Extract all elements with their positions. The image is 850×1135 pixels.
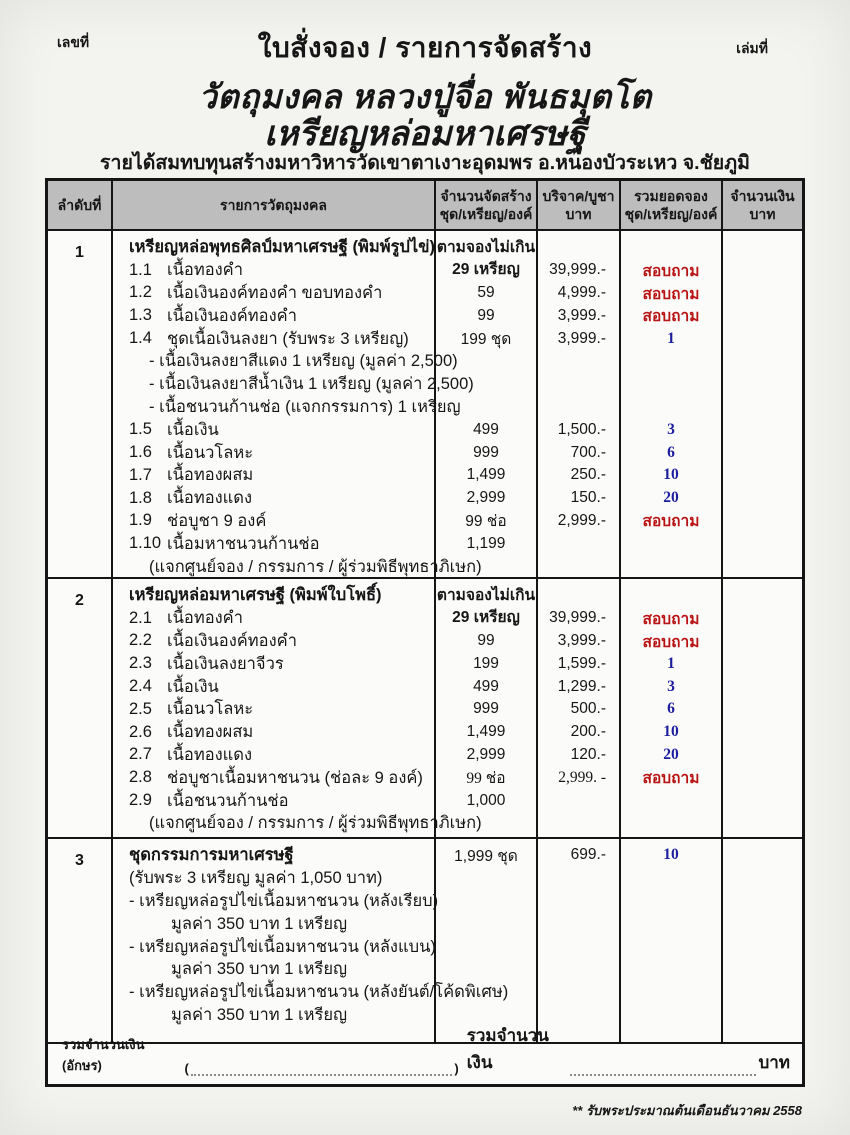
price-cell (538, 981, 619, 1004)
amount-cell (723, 584, 802, 607)
column-amount (723, 231, 802, 577)
orders-cell: 1 (667, 329, 675, 347)
header-qty-made-line1: จำนวนจัดสร้าง (440, 187, 532, 204)
item-line (113, 698, 434, 721)
page-subtitle-3: รายได้สมทบทุนสร้างมหาวิหารวัดเขาตาเงาะอุดมพร อ.หนองบัวระเหว จ.ชัยภูมิ (100, 152, 750, 174)
column-qty-made (436, 839, 538, 1042)
item-text: เนื้อทองคำ (167, 609, 243, 628)
item-text: ช่อบูชา 9 องค์ (167, 511, 267, 530)
item-line (113, 510, 434, 533)
qty-made-cell (436, 396, 536, 419)
item-line (113, 789, 434, 812)
price-cell: 3,999.- (557, 329, 606, 347)
orders-cell (621, 350, 721, 373)
item-number: 2.1 (129, 608, 152, 627)
amount-cell (723, 532, 802, 555)
price-cell (538, 350, 619, 373)
price-cell (538, 789, 619, 812)
item-text: ชุดกรรมการมหาเศรษฐี (129, 846, 294, 865)
item-number: 1.10 (129, 534, 162, 553)
item-line (113, 259, 434, 282)
header-price-line2: บาท (565, 206, 592, 222)
header-total-orders (621, 181, 723, 229)
qty-made-cell: 499 (473, 677, 499, 695)
amount-cell (723, 981, 802, 1004)
column-price (538, 231, 621, 577)
item-text: เนื้อชนวนก้านช่อ (167, 791, 289, 810)
item-line (113, 1004, 434, 1027)
qty-made-cell (436, 350, 536, 373)
amount-cell (723, 652, 802, 675)
qty-made-cell: 1,999 ชุด (454, 847, 518, 865)
item-text: เหรียญหล่อมหาเศรษฐี (พิมพ์ใบโพธิ์) (129, 586, 382, 605)
qty-made-cell: 999 (473, 443, 499, 461)
amount-cell (723, 812, 802, 835)
amount-cell (723, 912, 802, 935)
item-text: มูลค่า 350 บาท 1 เหรียญ (171, 960, 348, 979)
column-section-number (48, 579, 113, 837)
orders-cell: 1 (667, 654, 675, 672)
section-number: 1 (75, 244, 84, 261)
qty-made-cell: 99 (477, 631, 495, 649)
item-text: เนื้อนวโลหะ (167, 443, 254, 462)
qty-made-cell (436, 935, 536, 958)
item-line (113, 555, 482, 578)
amount-cell (723, 890, 802, 913)
orders-cell (621, 935, 721, 958)
item-text: (รับพระ 3 เหรียญ มูลค่า 1,050 บาท) (129, 869, 383, 888)
amount-cell (723, 350, 802, 373)
amount-cell (723, 675, 802, 698)
price-cell (538, 584, 619, 607)
column-total-orders (621, 579, 723, 837)
item-line (113, 282, 434, 305)
price-cell (538, 958, 619, 981)
orders-cell (621, 555, 721, 578)
amount-cell (723, 555, 802, 578)
price-cell: 200.- (570, 723, 606, 741)
amount-cell (723, 958, 802, 981)
qty-made-cell (436, 912, 536, 935)
item-line (113, 867, 434, 890)
orders-cell (621, 532, 721, 555)
item-number: 1.2 (129, 283, 152, 302)
header-price (538, 181, 621, 229)
price-cell: 2,999. - (558, 768, 606, 786)
amount-cell (723, 867, 802, 890)
qty-made-cell: 99 ช่อ (465, 513, 507, 531)
orders-cell (621, 867, 721, 890)
price-cell: 250.- (570, 466, 606, 484)
qty-made-cell: 1,000 (466, 791, 506, 809)
price-cell (538, 532, 619, 555)
item-number: 2.7 (129, 745, 152, 764)
item-line (113, 350, 458, 373)
item-text: เนื้อนวโลหะ (167, 700, 254, 719)
column-items (113, 579, 482, 837)
item-text: เนื้อทองผสม (167, 466, 254, 485)
amount-cell (723, 721, 802, 744)
orders-cell: 10 (663, 846, 679, 864)
item-number: 1.9 (129, 511, 152, 530)
item-line (113, 890, 439, 913)
item-text: เนื้อทองแดง (167, 745, 253, 764)
price-cell: 2,999.- (557, 511, 606, 529)
orders-cell (621, 236, 721, 259)
orders-cell: สอบถาม (642, 610, 700, 628)
item-line (113, 327, 434, 350)
page-title: ใบสั่งจอง / รายการจัดสร้าง (257, 32, 593, 63)
item-line (113, 721, 434, 744)
table-footer-row (48, 1026, 802, 1084)
section-number: 2 (75, 592, 84, 609)
price-cell (538, 812, 619, 835)
amount-cell (723, 441, 802, 464)
price-cell: 39,999.- (549, 609, 606, 627)
orders-cell: 3 (667, 677, 675, 695)
item-number: 1.5 (129, 420, 152, 439)
item-text: (แจกศูนย์จอง / กรรมการ / ผู้ร่วมพิธีพุทธาภิเษก) (149, 557, 482, 576)
item-text: - เหรียญหล่อรูปไข่เนื้อมหาชนวน (หลังเรียบ) (129, 892, 439, 910)
orders-cell (621, 396, 721, 419)
price-cell (538, 236, 619, 259)
orders-cell (621, 584, 721, 607)
orders-cell: สอบถาม (642, 262, 700, 280)
qty-made-cell (436, 812, 536, 835)
total-amount-label: รวมจำนวนเงิน (466, 1026, 549, 1072)
column-qty-made (436, 579, 538, 837)
orders-cell: 20 (663, 489, 679, 507)
qty-made-cell: 499 (473, 420, 499, 438)
item-line (113, 766, 434, 789)
orders-cell: 3 (667, 420, 675, 438)
item-number: 2.2 (129, 631, 152, 650)
header-qty-made (436, 181, 538, 229)
column-price (538, 839, 621, 1042)
table-body (48, 231, 802, 1044)
orders-cell: สอบถาม (642, 770, 700, 788)
header-item-label: รายการวัตถุมงคล (220, 196, 327, 213)
item-number: 1.3 (129, 306, 152, 325)
amount-cell (723, 766, 802, 789)
amount-words-label: รวมจำนวนเงิน (อักษร) (62, 1037, 145, 1073)
orders-cell: 6 (667, 700, 675, 718)
amount-cell (723, 373, 802, 396)
orders-cell: 6 (667, 443, 675, 461)
qty-made-cell (436, 981, 536, 1004)
qty-made-cell (436, 555, 536, 578)
item-line (113, 532, 434, 555)
orders-cell: 10 (663, 466, 679, 484)
qty-made-cell: 59 (477, 283, 495, 301)
header-amount-line2: บาท (749, 206, 776, 222)
header-price-line1: บริจาค/บูชา (542, 187, 615, 204)
item-number: 2.8 (129, 768, 152, 787)
header-total-orders-line1: รวมยอดจอง (634, 187, 708, 204)
price-cell (538, 867, 619, 890)
orders-cell (621, 981, 721, 1004)
amount-cell (723, 418, 802, 441)
item-number: 1.1 (129, 260, 152, 279)
orders-cell: 20 (663, 745, 679, 763)
qty-made-cell (436, 867, 536, 890)
price-cell: 1,500.- (557, 420, 606, 438)
item-text: - เนื้อเงินลงยาสีแดง 1 เหรียญ (มูลค่า 2,500) (149, 352, 458, 371)
header-amount (723, 181, 802, 229)
amount-cell (723, 744, 802, 767)
amount-cell (723, 698, 802, 721)
item-text: - เหรียญหล่อรูปไข่เนื้อมหาชนวน (หลังยันต์/โค้ดพิเศษ) (129, 983, 509, 1002)
qty-made-cell: ตามจองไม่เกิน (436, 586, 536, 604)
amount-cell (723, 327, 802, 350)
item-line (113, 958, 434, 981)
price-cell: 699.- (570, 846, 606, 864)
qty-made-cell: 199 ชุด (460, 331, 512, 349)
item-number: 2.5 (129, 699, 152, 718)
qty-made-cell: 1,199 (466, 534, 506, 552)
item-line (113, 584, 434, 607)
doc-number-label: เลขที่ (57, 34, 90, 50)
amount-cell (723, 304, 802, 327)
page-subtitle-1: วัตถุมงคล หลวงปู่จื่อ พันธมุตโต (198, 78, 652, 115)
item-text: เนื้อเงิน (167, 420, 219, 439)
price-cell (538, 890, 619, 913)
item-number: 2.3 (129, 654, 152, 673)
item-line (113, 304, 434, 327)
item-text: เหรียญหล่อพุทธศิลป์มหาเศรษฐี (พิมพ์รูปไข่) (129, 238, 435, 257)
close-paren: ) (454, 1061, 459, 1076)
page-subtitle-2: เหรียญหล่อมหาเศรษฐี (264, 115, 586, 153)
amount-cell (723, 236, 802, 259)
item-line (113, 236, 434, 259)
column-amount (723, 839, 802, 1042)
delivery-note: ** รับพระประมาณต้นเดือนธันวาคม 2558 (572, 1103, 802, 1118)
item-line (113, 744, 434, 767)
qty-made-cell: 99 (477, 306, 495, 324)
item-line (113, 630, 434, 653)
item-number: 2.6 (129, 722, 152, 741)
price-cell (538, 396, 619, 419)
orders-cell (621, 373, 721, 396)
amount-cell (723, 487, 802, 510)
item-text: มูลค่า 350 บาท 1 เหรียญ (171, 914, 348, 933)
price-cell: 3,999.- (557, 631, 606, 649)
item-text: เนื้อเงิน (167, 677, 219, 696)
orders-cell: สอบถาม (642, 633, 700, 651)
item-text: เนื้อทองแดง (167, 489, 253, 508)
price-cell: 1,599.- (557, 654, 606, 672)
item-text: (แจกศูนย์จอง / กรรมการ / ผู้ร่วมพิธีพุทธาภิเษก) (149, 814, 482, 833)
item-line (113, 675, 434, 698)
column-qty-made (436, 231, 538, 577)
item-number: 1.7 (129, 465, 152, 484)
price-cell: 150.- (570, 489, 606, 507)
item-line (113, 373, 474, 396)
orders-cell: สอบถาม (642, 308, 700, 326)
orders-cell (621, 1004, 721, 1027)
item-number: 1.6 (129, 443, 152, 462)
item-text: เนื้อทองผสม (167, 723, 254, 742)
qty-made-cell: 29 เหรียญ (452, 609, 520, 627)
price-cell: 4,999.- (557, 283, 606, 301)
section-number: 3 (75, 852, 84, 869)
open-paren: ( (184, 1061, 189, 1076)
column-section-number (48, 839, 113, 1042)
column-amount (723, 579, 802, 837)
orders-cell (621, 890, 721, 913)
item-line (113, 464, 434, 487)
item-number: 2.4 (129, 677, 152, 696)
item-text: - เหรียญหล่อรูปไข่เนื้อมหาชนวน (หลังแบน) (129, 937, 436, 956)
orders-cell: 10 (663, 723, 679, 741)
amount-words-blank (191, 1063, 452, 1076)
item-number: 1.4 (129, 329, 152, 348)
price-cell: 3,999.- (557, 306, 606, 324)
column-total-orders (621, 231, 723, 577)
price-cell: 39,999.- (549, 261, 606, 279)
book-number-label: เล่มที่ (736, 40, 768, 56)
item-text: มูลค่า 350 บาท 1 เหรียญ (171, 1005, 348, 1024)
price-cell: 700.- (570, 443, 606, 461)
header-amount-line1: จำนวนเงิน (730, 187, 795, 204)
item-line (113, 812, 482, 835)
item-text: เนื้อเงินองค์ทองคำ (167, 306, 297, 325)
item-line (113, 912, 434, 935)
item-line (113, 418, 434, 441)
item-number: 2.9 (129, 791, 152, 810)
column-total-orders (621, 839, 723, 1042)
table-section-1 (48, 231, 802, 579)
qty-made-cell: 199 (473, 654, 499, 672)
price-cell: 500.- (570, 700, 606, 718)
qty-made-cell: 2,999 (466, 489, 506, 507)
orders-cell: สอบถาม (642, 513, 700, 531)
amount-cell (723, 789, 802, 812)
orders-cell (621, 958, 721, 981)
column-price (538, 579, 621, 837)
amount-cell (723, 607, 802, 630)
item-line (113, 607, 434, 630)
header-total-orders-line2: ชุด/เหรียญ/องค์ (624, 206, 718, 222)
amount-cell (723, 630, 802, 653)
orders-cell (621, 812, 721, 835)
qty-made-cell (436, 890, 536, 913)
price-cell (538, 373, 619, 396)
orders-cell (621, 789, 721, 812)
item-line (113, 441, 434, 464)
price-cell: 120.- (570, 745, 606, 763)
item-text: ชุดเนื้อเงินลงยา (รับพระ 3 เหรียญ) (167, 329, 409, 348)
item-text: เนื้อเงินองค์ทองคำ (167, 632, 297, 650)
price-cell: 1,299.- (557, 677, 606, 695)
table-section-2 (48, 579, 802, 839)
qty-made-cell: 1,499 (466, 466, 506, 484)
item-line (113, 981, 509, 1004)
price-cell (538, 555, 619, 578)
item-line (113, 844, 434, 867)
qty-made-cell: 1,499 (466, 723, 506, 741)
qty-made-cell: 99 ช่อ (466, 770, 506, 788)
price-cell (538, 912, 619, 935)
amount-cell (723, 282, 802, 305)
column-section-number (48, 231, 113, 577)
item-text: เนื้อเงินองค์ทองคำ ขอบทองคำ (167, 284, 383, 302)
item-line (113, 396, 461, 419)
orders-cell: สอบถาม (642, 285, 700, 303)
item-line (113, 935, 434, 958)
amount-cell (723, 844, 802, 867)
header-no (48, 181, 113, 229)
amount-cell (723, 464, 802, 487)
qty-made-cell (436, 373, 536, 396)
amount-cell (723, 510, 802, 533)
item-text: - เนื้อชนวนก้านช่อ (แจกกรรมการ) 1 เหรียญ (149, 397, 461, 416)
total-amount-blank (570, 1063, 756, 1076)
column-items (113, 231, 482, 577)
header-no-label: ลำดับที่ (57, 196, 102, 213)
qty-made-cell: 2,999 (466, 745, 506, 763)
item-line (113, 652, 434, 675)
item-text: เนื้อเงินลงยาจีวร (167, 654, 284, 673)
price-cell (538, 935, 619, 958)
item-text: - เนื้อเงินลงยาสีน้ำเงิน 1 เหรียญ (มูลค่า 2,500) (149, 375, 474, 394)
amount-cell (723, 935, 802, 958)
item-text: เนื้อมหาชนวนก้านช่อ (167, 534, 320, 553)
item-text: ช่อบูชาเนื้อมหาชนวน (ช่อละ 9 องค์) (167, 768, 423, 787)
qty-made-cell: ตามจองไม่เกิน (436, 238, 536, 256)
qty-made-cell (436, 958, 536, 981)
order-table (45, 178, 805, 1087)
header-qty-made-line2: ชุด/เหรียญ/องค์ (439, 206, 533, 222)
qty-made-cell: 29 เหรียญ (452, 261, 520, 279)
amount-cell (723, 1004, 802, 1027)
amount-cell (723, 396, 802, 419)
header-item (113, 181, 436, 229)
baht-label: บาท (758, 1053, 791, 1072)
table-section-3 (48, 839, 802, 1044)
table-header-row (48, 181, 802, 231)
amount-cell (723, 259, 802, 282)
item-number: 1.8 (129, 488, 152, 507)
orders-cell (621, 912, 721, 935)
item-text: เนื้อทองคำ (167, 261, 243, 280)
qty-made-cell: 999 (473, 700, 499, 718)
item-line (113, 487, 434, 510)
